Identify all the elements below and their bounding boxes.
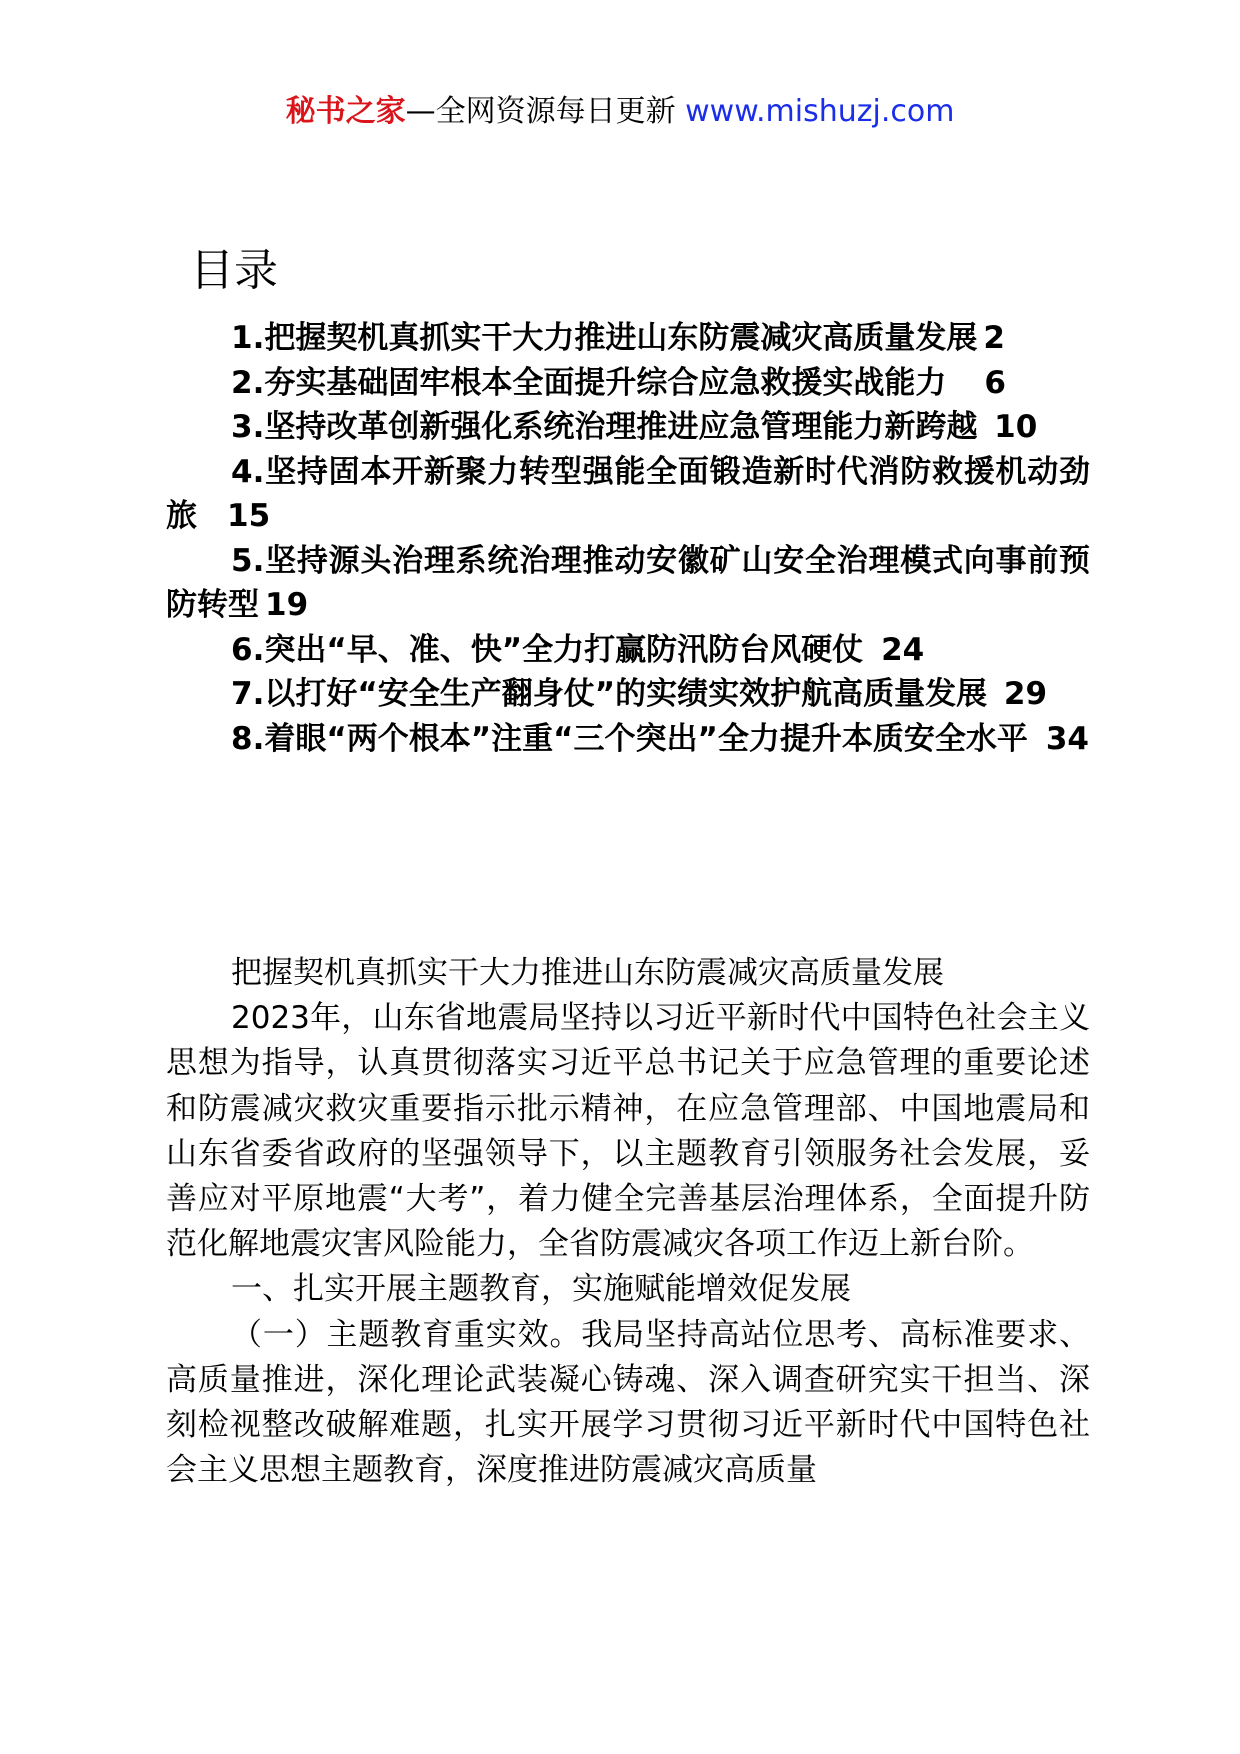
toc-entry-text: 2.夯实基础固牢根本全面提升综合应急救援实战能力 bbox=[231, 364, 947, 401]
toc-entry-page: 2 bbox=[983, 320, 1005, 356]
toc-entry-page: 24 bbox=[881, 631, 925, 668]
toc-entry-2[interactable] bbox=[166, 361, 1090, 406]
toc-entry-text: 4.坚持固本开新聚力转型强能全面锻造新时代消防救援机动劲旅 bbox=[166, 453, 1090, 534]
toc-entry-page: 15 bbox=[227, 498, 271, 534]
toc-entry-3[interactable] bbox=[166, 405, 1090, 450]
brand-name: 秘书之家 bbox=[285, 94, 406, 129]
toc-entry-8[interactable] bbox=[166, 717, 1090, 762]
site-url[interactable]: www.mishuzj.com bbox=[685, 94, 955, 129]
toc-title: 目录 bbox=[190, 245, 278, 296]
toc-entry-7[interactable] bbox=[166, 672, 1090, 717]
toc-entry-page: 10 bbox=[994, 409, 1038, 445]
section-heading: 一、扎实开展主题教育，实施赋能增效促发展 bbox=[231, 1271, 851, 1308]
toc-entry-page: 6 bbox=[984, 364, 1006, 401]
article-title: 把握契机真抓实干大力推进山东防震减灾高质量发展 bbox=[231, 955, 944, 991]
toc-entry-text: 5.坚持源头治理系统治理推动安徽矿山安全治理模式向事前预防转型 bbox=[166, 542, 1090, 623]
toc-entry-text: 3.坚持改革创新强化系统治理推进应急管理能力新跨越 bbox=[231, 409, 978, 445]
toc-entry-text: 6.突出“早、准、快”全力打赢防汛防台风硬仗 bbox=[231, 631, 864, 668]
toc-entry-page: 29 bbox=[1003, 676, 1048, 712]
toc-entry-text: 8.着眼“两个根本”注重“三个突出”全力提升本质安全水平 bbox=[231, 720, 1028, 757]
toc-entry-text: 7.以打好“安全生产翻身仗”的实绩实效护航高质量发展 bbox=[231, 676, 988, 712]
table-of-contents bbox=[166, 316, 1090, 761]
toc-entry-page: 19 bbox=[265, 587, 309, 623]
site-header bbox=[0, 92, 1240, 132]
section-paragraph: （一）主题教育重实效。我局坚持高站位思考、高标准要求、高质量推进，深化理论武装凝心铸魂、深入调查研究实干担当、深刻检视整改破解难题，扎实开展学习贯彻习近平新时代中国特色社会主义思想主题教育，深度推进防震减灾高质量 bbox=[166, 1316, 1090, 1489]
toc-entry-1[interactable] bbox=[166, 316, 1090, 361]
article-body bbox=[166, 951, 1090, 1493]
toc-entry-5[interactable] bbox=[166, 539, 1090, 628]
toc-entry-page: 34 bbox=[1045, 720, 1089, 757]
toc-entry-4[interactable] bbox=[166, 450, 1090, 539]
article-intro-paragraph: 2023年，山东省地震局坚持以习近平新时代中国特色社会主义思想为指导，认真贯彻落实习近平总书记关于应急管理的重要论述和防震减灾救灾重要指示批示精神，在应急管理部、中国地震局和山东省委省政府的坚强领导下，以主题教育引领服务社会发展，妥善应对平原地震“大考”，着力健全完善基层治理体系，全面提升防范化解地震灾害风险能力，全省防震减灾各项工作迈上新台阶。 bbox=[166, 1000, 1090, 1263]
header-tagline: —全网资源每日更新 bbox=[405, 94, 686, 129]
toc-entry-text: 1.把握契机真抓实干大力推进山东防震减灾高质量发展 bbox=[231, 320, 978, 356]
toc-entry-6[interactable] bbox=[166, 628, 1090, 673]
